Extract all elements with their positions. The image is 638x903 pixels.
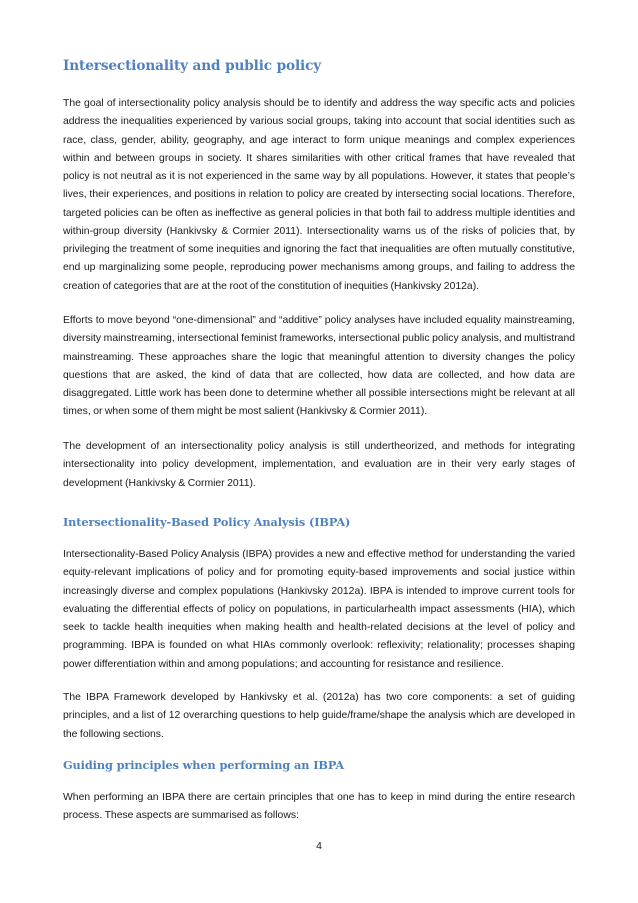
- paragraph-ibpa-method: Intersectionality-Based Policy Analysis (IBPA) provides a new and effective method for understanding the varied equity-relevant implications of policy and for promoting equity-based improvements and social justice within increasingly diverse and complex populations (Hankivsky 2012a). IBPA is intended to improve current tools for evaluating the differential effects of policy on populations, in particularhealth impact assessments (HIA), which seek to tackle health inequities when making health and health-related decisions at the level of policy and programming. IBPA is founded on what HIAs commonly overlook: reflexivity; relationality; processes shaping power differentiation within and among populations; and accounting for resistance and resilience.: [63, 549, 575, 670]
- paragraph-undertheorized: The development of an intersectionality policy analysis is still undertheorized, and methods for integrating intersectionality into policy development, implementation, and evaluation are in their very early stages of development (Hankivsky & Cormier 2011).: [63, 441, 575, 489]
- paragraph-beyond-one-dimensional: Efforts to move beyond “one-dimensional” and “additive” policy analyses have included equality mainstreaming, diversity mainstreaming, intersectional feminist frameworks, intersectional public policy analysis, and multistrand mainstreaming. These approaches share the logic that meaningful attention to diversity changes the policy questions that are asked, the kind of data that are collected, how data are collected, and how data are disaggregated. Little work has been done to determine whether all possible intersections might be relevant at all times, or when some of them might be most salient (Hankivsky & Cormier 2011).: [63, 315, 575, 418]
- section-heading-guiding-principles: Guiding principles when performing an IBPA: [63, 758, 345, 772]
- section-heading-ibpa: Intersectionality-Based Policy Analysis (IBPA): [63, 515, 351, 529]
- paragraph-performing-ibpa: When performing an IBPA there are certain principles that one has to keep in mind during the entire research process. These aspects are summarised as follows:: [63, 792, 575, 822]
- section-heading-intersectionality-public-policy: Intersectionality and public policy: [63, 58, 322, 74]
- page-number: 4: [316, 841, 322, 852]
- paragraph-policy-analysis-goal: The goal of intersectionality policy analysis should be to identify and address the way specific acts and policies address the inequalities experienced by various social groups, taking into account that social identities such as race, class, gender, ability, geography, and age interact to form unique meanings and complex experiences within and between groups in society. It shares similarities with other critical frames that have revealed that policy is not neutral as it is not experienced in the same way by all populations. However, it states that people’s lives, their experiences, and positions in relation to policy are created by intersecting social locations. Therefore, targeted policies can be often as ineffective as general policies in that both fail to address multiple identities and within-group diversity (Hankivsky & Cormier 2011). Intersectionality warns us of the risks of policies that, by privileging the treatment of some inequities and ignoring the fact that inequalities are often mutually constitutive, end up marginalizing some people, reproducing power mechanisms among groups, and failing to address the creation of categories that are at the root of the constitution of inequities (Hankivsky 2012a).: [63, 98, 575, 292]
- paragraph-ibpa-framework: The IBPA Framework developed by Hankivsky et al. (2012a) has two core components: a set of guiding principles, and a list of 12 overarching questions to help guide/frame/shape the analysis which are developed in the following sections.: [63, 692, 575, 740]
